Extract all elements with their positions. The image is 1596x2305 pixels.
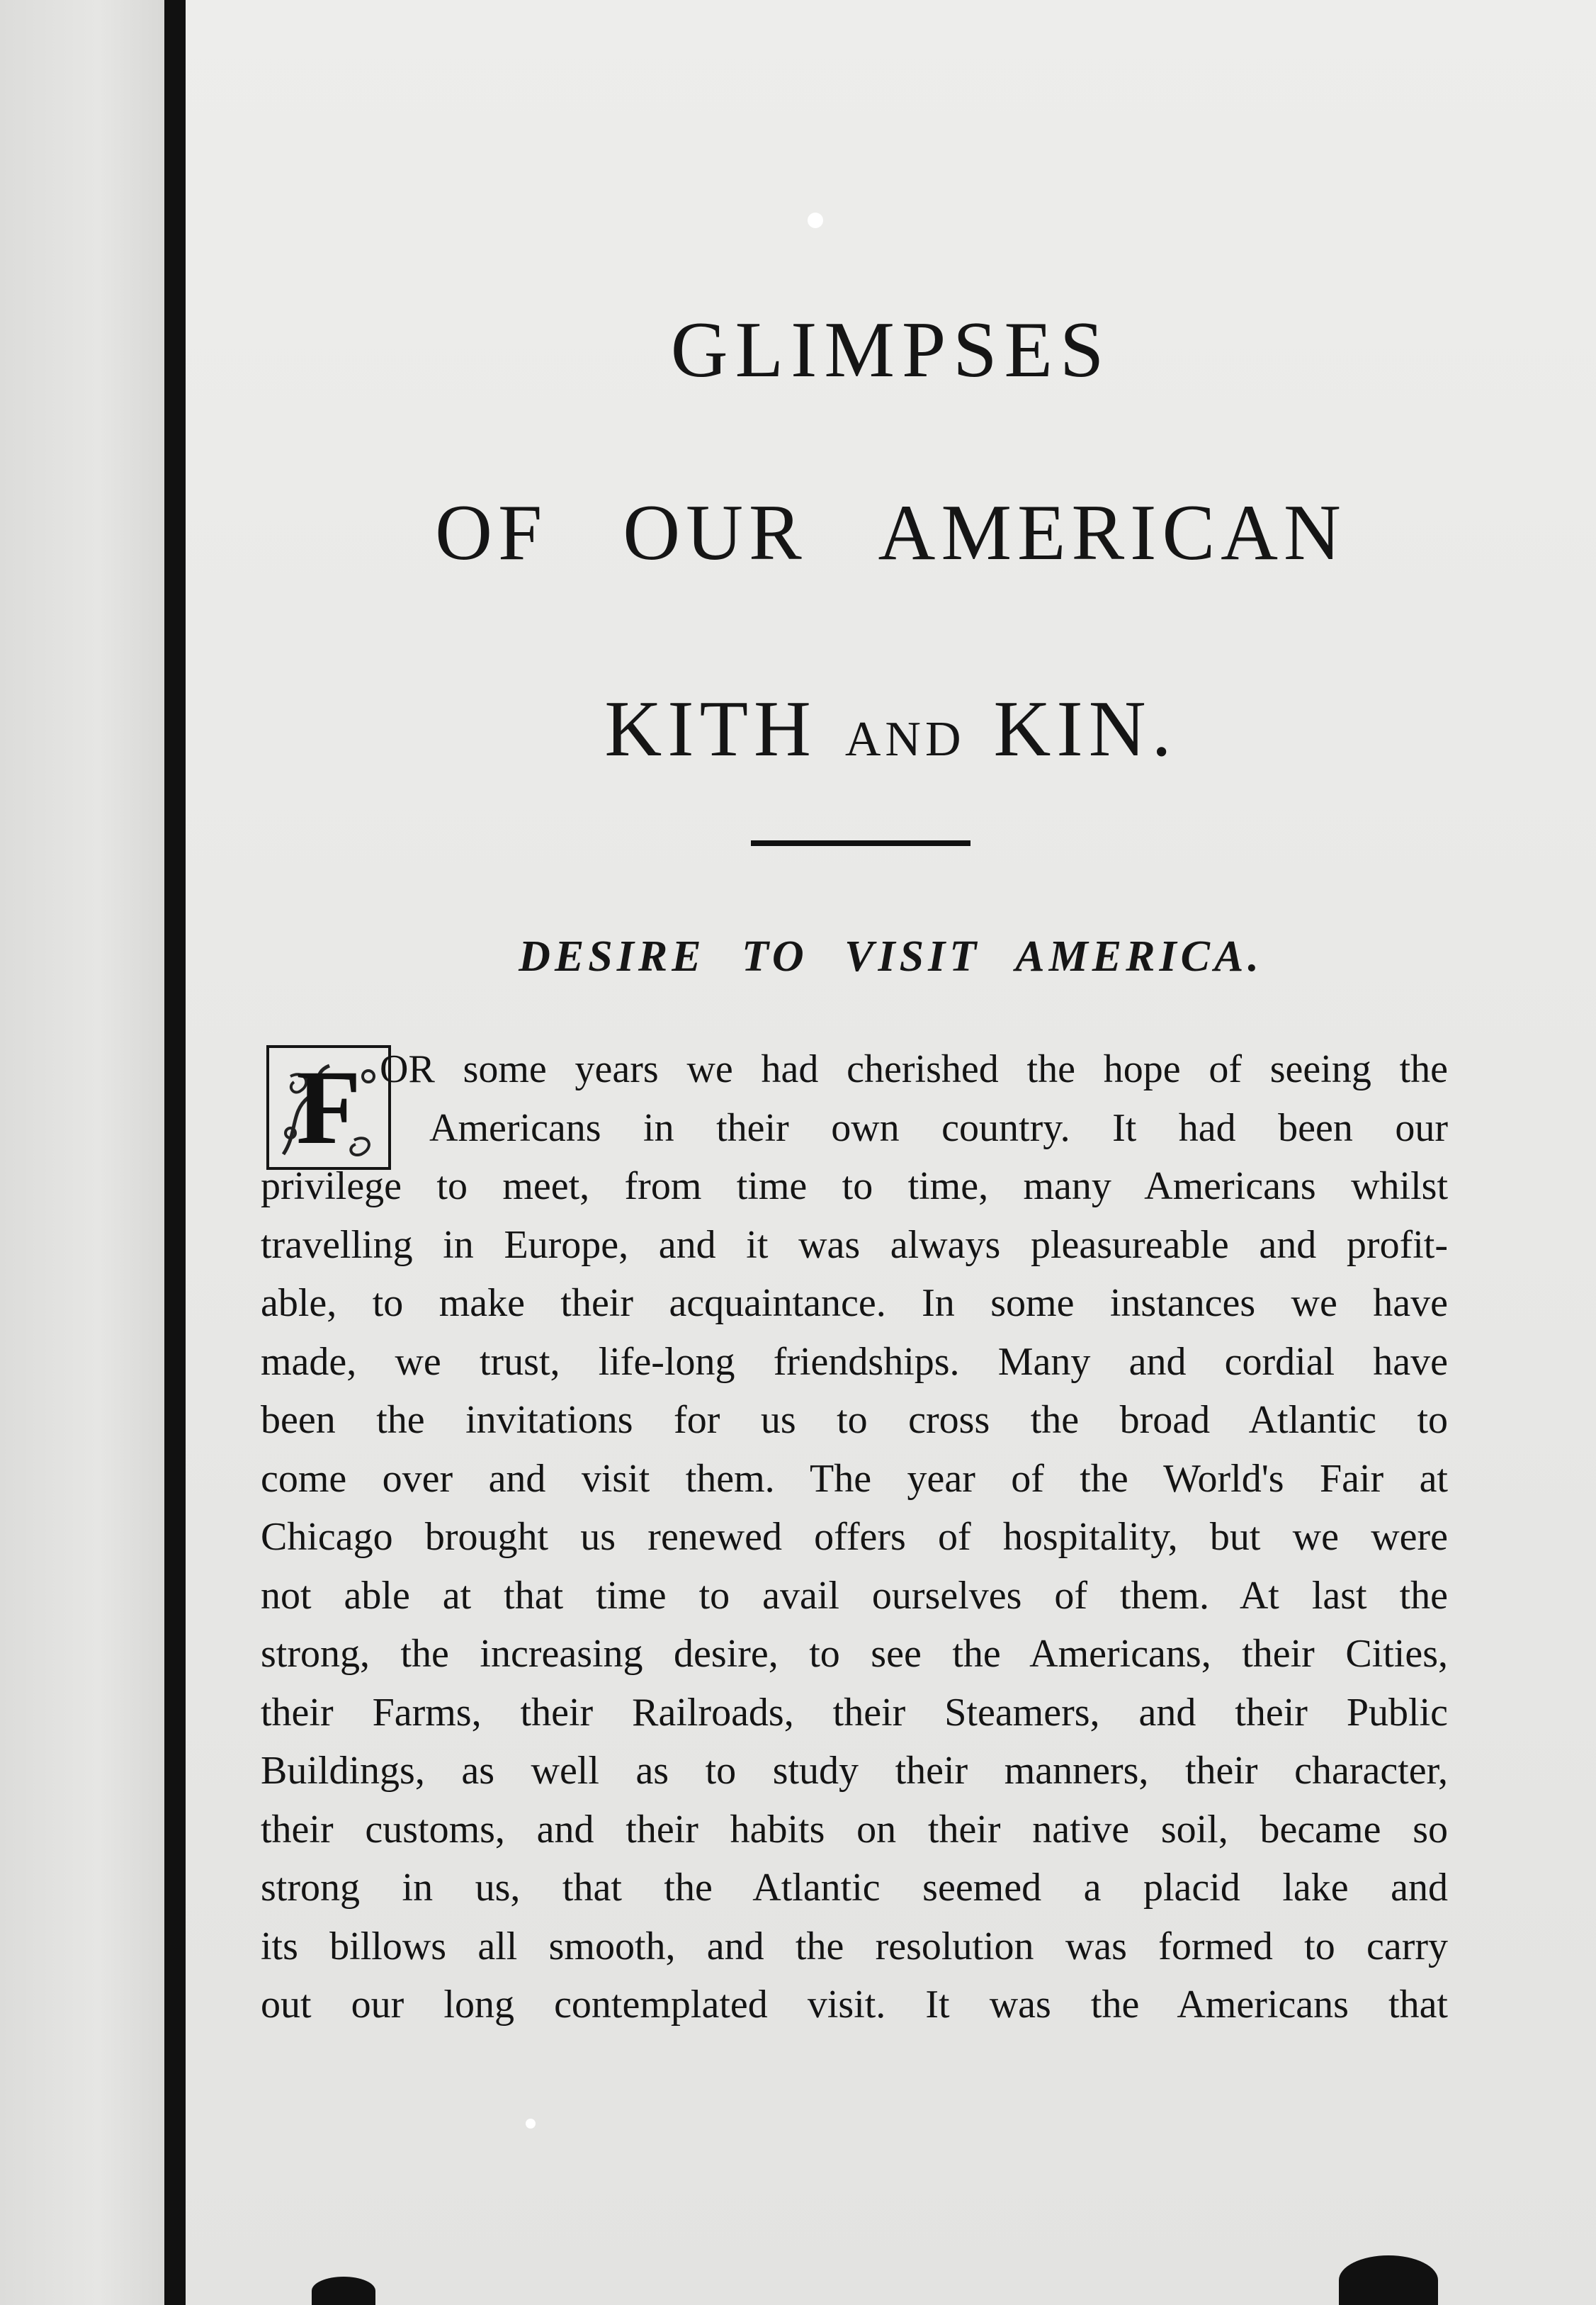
title-line-2: OF OUR AMERICAN [435, 489, 1347, 577]
title-line-3 [186, 684, 1596, 775]
body-line: made, we trust, life-long friendships. Many and cordial have [261, 1339, 1448, 1384]
title-kith: KITH [604, 685, 817, 773]
body-line: strong, the increasing desire, to see the Americans, their Cities, [261, 1632, 1448, 1676]
body-line: their Farms, their Railroads, their Steamers, and their Public [261, 1690, 1448, 1735]
body-line: come over and visit them. The year of the World's Fair at [261, 1456, 1448, 1501]
scan-shadow [1339, 2255, 1438, 2305]
body-line: travelling in Europe, and it was always pleasureable and profit- [261, 1222, 1448, 1267]
drop-cap-letter: F [296, 1049, 361, 1166]
binding-gutter-line [164, 0, 186, 2305]
title-and: AND [844, 712, 966, 767]
section-heading: DESIRE TO VISIT AMERICA. [519, 932, 1263, 981]
title-line-1: GLIMPSES [670, 306, 1111, 394]
body-line: not able at that time to avail ourselves of them. At last the [261, 1573, 1448, 1618]
body-line: been the invitations for us to cross the broad Atlantic to [261, 1398, 1448, 1442]
body-line: able, to make their acquaintance. In some instances we have [261, 1281, 1448, 1325]
body-line: out our long contemplated visit. It was the Americans that [261, 1983, 1448, 2027]
body-line: strong in us, that the Atlantic seemed a placid lake and [261, 1866, 1448, 1910]
body-line: OR some years we had cherished the hope of seeing the [380, 1047, 1448, 1091]
body-paragraph [261, 1040, 1448, 2034]
title-divider-rule [751, 840, 970, 846]
scan-speck [526, 2119, 536, 2129]
body-line: privilege to meet, from time to time, many Americans whilst [261, 1164, 1448, 1208]
body-line: Buildings, as well as to study their manners, their character, [261, 1749, 1448, 1793]
facing-page-margin [0, 0, 164, 2305]
body-line: Americans in their own country. It had been our [429, 1105, 1448, 1150]
scan-shadow [312, 2277, 375, 2305]
scan-speck [808, 213, 823, 228]
body-line: Chicago brought us renewed offers of hospitality, but we were [261, 1515, 1448, 1559]
title-kin: KIN. [993, 685, 1177, 773]
body-line: its billows all smooth, and the resolution was formed to carry [261, 1924, 1448, 1968]
body-line: their customs, and their habits on their native soil, became so [261, 1807, 1448, 1852]
